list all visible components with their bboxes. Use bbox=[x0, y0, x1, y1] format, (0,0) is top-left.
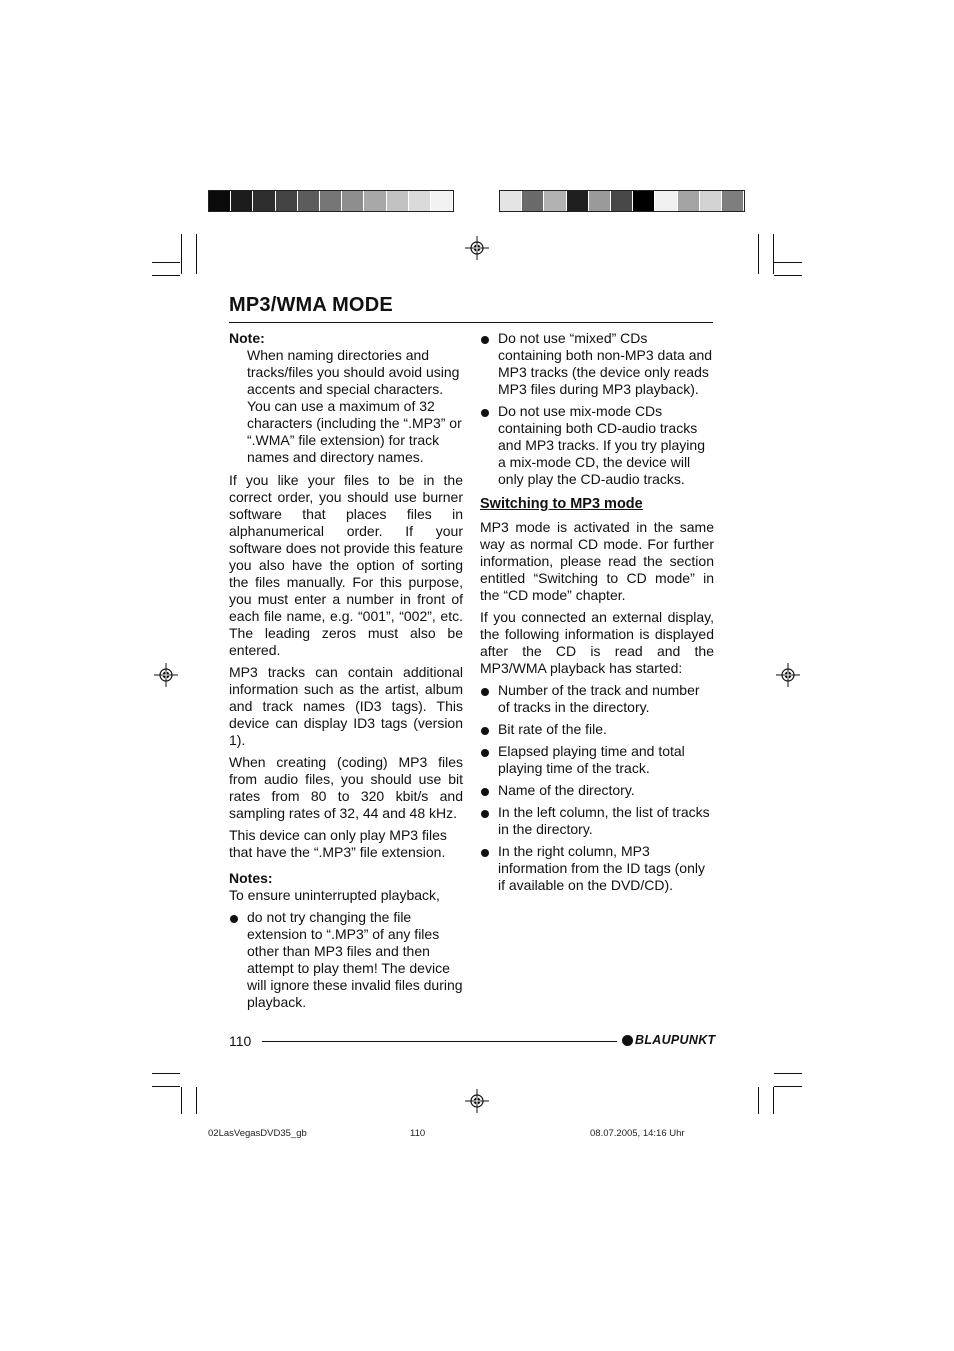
color-swatch bbox=[522, 191, 544, 211]
crop-mark bbox=[152, 1086, 180, 1087]
logo-dot-icon bbox=[622, 1035, 633, 1046]
color-swatch bbox=[567, 191, 589, 211]
note-label: Note: bbox=[229, 330, 265, 346]
color-swatch bbox=[700, 191, 722, 211]
color-swatch bbox=[387, 191, 409, 211]
crop-mark bbox=[774, 262, 802, 263]
list-item: Do not use mix-mode CDs containing both CD-audio tracks and MP3 tracks. If you try playing a mix-mode CD, the device will only play the CD-audio tracks. bbox=[480, 403, 714, 488]
crop-mark bbox=[774, 275, 802, 276]
note-text: When naming directories and tracks/files you should avoid using accents and special characters. You can use a maximum of 32 characters (including the “.MP3” or “.WMA” file extension) for track names and directory names. bbox=[247, 347, 462, 465]
list-item: Elapsed playing time and total playing time of the track. bbox=[480, 743, 714, 777]
color-swatch bbox=[678, 191, 700, 211]
crop-mark bbox=[196, 1087, 197, 1114]
color-swatch bbox=[209, 191, 231, 211]
paragraph: If you connected an external display, the following information is displayed after the CD is read and the MP3/WMA playback has started: bbox=[480, 609, 714, 676]
left-column bbox=[229, 330, 463, 1016]
list-item: In the left column, the list of tracks in the directory. bbox=[480, 804, 714, 838]
crop-mark bbox=[774, 1086, 802, 1087]
crop-mark bbox=[152, 262, 180, 263]
color-swatch bbox=[298, 191, 320, 211]
crop-mark bbox=[758, 1087, 759, 1114]
footer-rule bbox=[262, 1041, 617, 1042]
notes-intro: To ensure uninterrupted playback, bbox=[229, 887, 440, 903]
color-swatch bbox=[611, 191, 633, 211]
right-column bbox=[480, 330, 714, 899]
registration-mark-icon bbox=[465, 1089, 489, 1113]
color-swatch bbox=[253, 191, 275, 211]
paragraph: This device can only play MP3 files that have the “.MP3” file extension. bbox=[229, 827, 447, 860]
color-swatch bbox=[633, 191, 655, 211]
registration-mark-icon bbox=[776, 663, 800, 687]
color-swatch bbox=[409, 191, 431, 211]
color-swatch bbox=[320, 191, 342, 211]
page-number: 110 bbox=[229, 1033, 252, 1049]
crop-mark bbox=[773, 1087, 774, 1114]
color-swatch bbox=[431, 191, 453, 211]
paragraph: MP3 mode is activated in the same way as normal CD mode. For further information, please read the section entitled “Switching to CD mode” in the “CD mode” chapter. bbox=[480, 519, 714, 603]
crop-mark bbox=[758, 234, 759, 274]
registration-mark-icon bbox=[465, 236, 489, 260]
color-calibration-bar-left bbox=[208, 190, 454, 212]
notes-label: Notes: bbox=[229, 870, 273, 886]
title-rule bbox=[229, 322, 713, 323]
slug-page: 110 bbox=[410, 1128, 426, 1139]
crop-mark bbox=[196, 234, 197, 274]
crop-mark bbox=[152, 1073, 180, 1074]
color-swatch bbox=[342, 191, 364, 211]
crop-mark bbox=[773, 234, 774, 274]
color-swatch bbox=[589, 191, 611, 211]
display-info-bullet-list bbox=[480, 682, 714, 894]
crop-mark bbox=[181, 234, 182, 274]
color-swatch bbox=[364, 191, 386, 211]
crop-mark bbox=[774, 1073, 802, 1074]
slug-filename: 02LasVegasDVD35_gb bbox=[208, 1128, 307, 1139]
registration-mark-icon bbox=[154, 663, 178, 687]
slug-date: 08.07.2005, 14:16 Uhr bbox=[590, 1128, 685, 1139]
section-heading: Switching to MP3 mode bbox=[480, 496, 643, 512]
page-title: MP3/WMA MODE bbox=[229, 294, 393, 316]
color-calibration-bar-right bbox=[499, 190, 745, 212]
paragraph: If you like your files to be in the correct order, you should use burner software that places files in alphanumerical order. If your software does not provide this feature you also have the option of sorting the files manually. For this purpose, you must enter a number in front of each file name, e.g. “001”, “002”, etc. The leading zeros must also be entered. bbox=[229, 472, 463, 658]
list-item: In the right column, MP3 information from the ID tags (only if available on the DVD/CD). bbox=[480, 843, 714, 894]
notes-bullet-list bbox=[229, 909, 463, 1011]
color-swatch bbox=[231, 191, 253, 211]
list-item: Bit rate of the file. bbox=[480, 721, 714, 738]
list-item: Do not use “mixed” CDs containing both non-MP3 data and MP3 tracks (the device only reads MP3 files during MP3 playback). bbox=[480, 330, 714, 398]
color-swatch bbox=[722, 191, 744, 211]
warning-bullet-list bbox=[480, 330, 714, 488]
color-swatch bbox=[500, 191, 522, 211]
crop-mark bbox=[152, 275, 180, 276]
list-item: Name of the directory. bbox=[480, 782, 714, 799]
color-swatch bbox=[544, 191, 566, 211]
list-item: Number of the track and number of tracks in the directory. bbox=[480, 682, 714, 716]
paragraph: When creating (coding) MP3 files from audio files, you should use bit rates from 80 to 320 kbit/s and sampling rates of 32, 44 and 48 kHz. bbox=[229, 754, 463, 821]
brand-name: BLAUPUNKT bbox=[635, 1033, 716, 1047]
color-swatch bbox=[655, 191, 677, 211]
paragraph: MP3 tracks can contain additional information such as the artist, album and track names (ID3 tags). This device can display ID3 tags (version 1). bbox=[229, 664, 463, 748]
color-swatch bbox=[276, 191, 298, 211]
list-item: do not try changing the file extension to “.MP3” of any files other than MP3 files and then attempt to play them! The device will ignore these invalid files during playback. bbox=[229, 909, 463, 1011]
brand-logo bbox=[622, 1033, 715, 1047]
crop-mark bbox=[181, 1087, 182, 1114]
